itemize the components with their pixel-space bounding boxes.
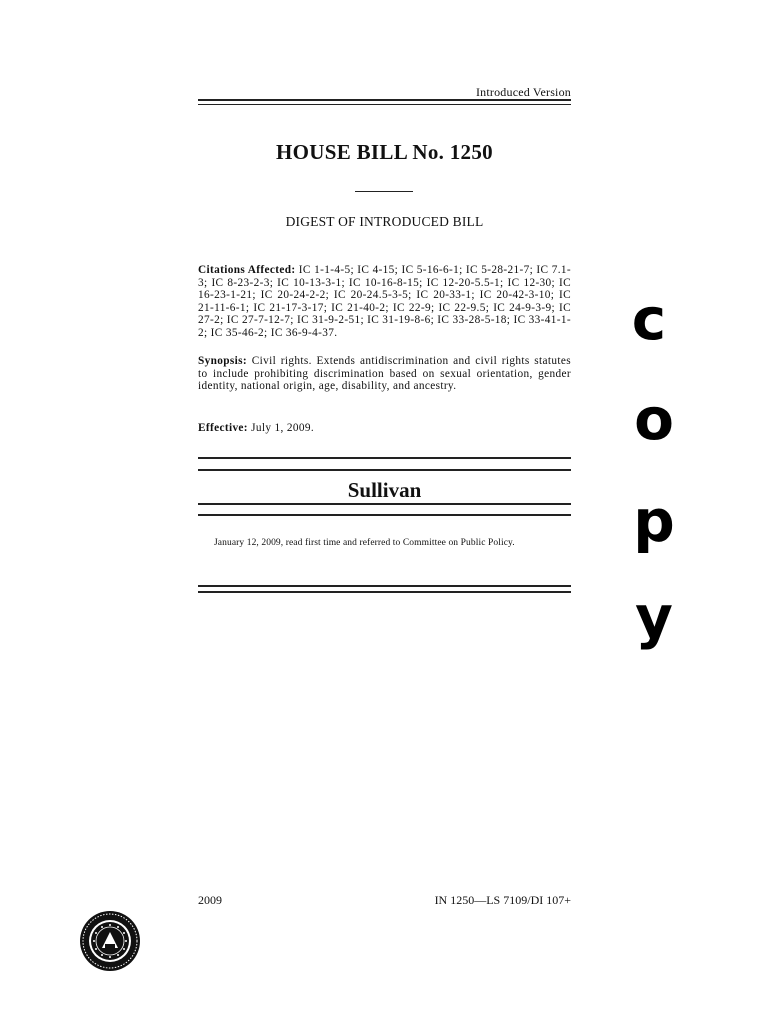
author-rule-3 [198,503,571,505]
synopsis-paragraph [198,355,571,393]
copy-watermark-letter: o [634,385,674,453]
copy-watermark-letter: p [633,487,675,555]
bill-title: HOUSE BILL No. 1250 [276,140,493,164]
citations-label: Citations Affected: [198,264,296,276]
footer-rule-1 [198,585,571,587]
effective-text: July 1, 2009. [251,422,315,434]
effective-label: Effective: [198,422,248,434]
author-rule-4 [198,514,571,516]
header-rule-bottom [198,104,571,105]
effective-paragraph [198,422,571,435]
synopsis-text: Civil rights. Extends antidiscrimination and civil rights statutes to include prohibiting discrimination based on sexual orientation, gender identity, national origin, age, disability, and ancestry. [198,355,571,393]
header-rule-top [198,99,571,101]
author-rule-2 [198,469,571,471]
state-seal-icon [79,910,141,972]
synopsis-label: Synopsis: [198,355,247,367]
footer-year: 2009 [198,893,222,907]
bill-author: Sullivan [347,478,422,502]
copy-watermark-letter: y [635,583,673,651]
author-rule-1 [198,457,571,459]
digest-heading: DIGEST OF INTRODUCED BILL [285,214,484,229]
citations-text: IC 1-1-4-5; IC 4-15; IC 5-16-6-1; IC 5-28-21-7; IC 7.1-3; IC 8-23-2-3; IC 10-13-3-1; IC 10-16-8-15; IC 12-20-5.5-1; IC 12-30; IC 16-23-1-21; IC 20-24-2-2; IC 20-24.5-3-5; IC 20-33-1; IC 20-42-3-10; IC 21-11-6-1; IC 21-17-3-17; IC 21-40-2; IC 22-9; IC 22-9.5; IC 24-9-3-9; IC 27-2; IC 27-7-12-7; IC 31-9-2-51; IC 31-19-8-6; IC 33-28-5-18; IC 33-41-1-2; IC 35-46-2; IC 36-9-4-37. [198,264,571,339]
footer-bill-code: IN 1250—LS 7109/DI 107+ [434,893,571,907]
introduction-note: January 12, 2009, read first time and referred to Committee on Public Policy. [214,538,515,548]
footer-rule-2 [198,591,571,593]
citations-paragraph [198,264,571,340]
version-label: Introduced Version [475,85,571,99]
copy-watermark-letter: c [631,285,667,353]
title-dash [355,191,413,192]
